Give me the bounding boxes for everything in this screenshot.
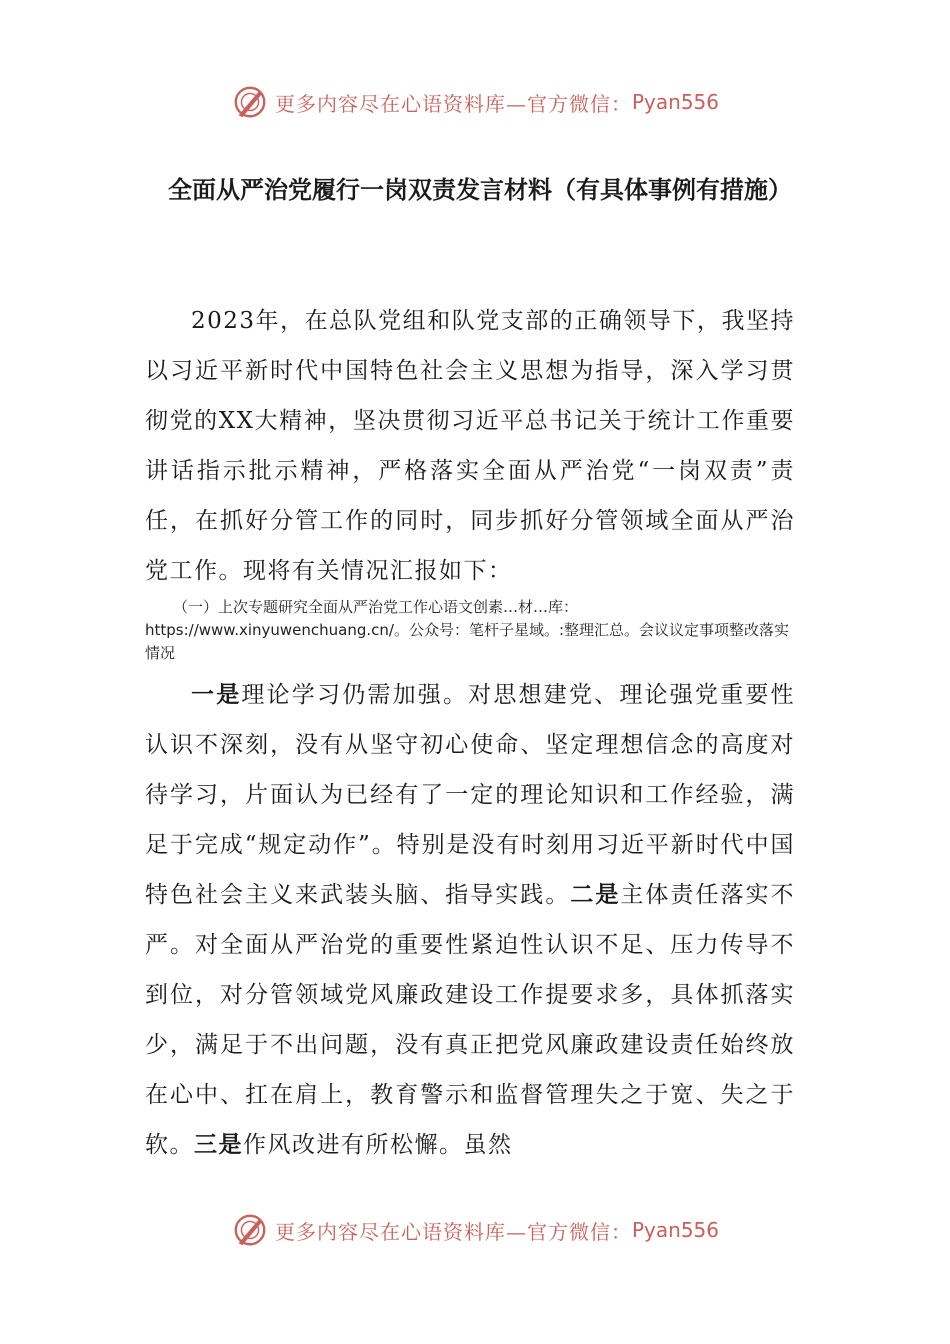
item2-label: 二是 <box>570 882 621 908</box>
item3-text: 作风改进有所松懈。虽然 <box>243 1132 513 1158</box>
footer-watermark <box>0 1210 950 1250</box>
item3-label: 三是 <box>194 1132 243 1158</box>
issues-paragraph <box>145 670 795 1170</box>
header-watermark <box>0 82 950 122</box>
item1-text: 理论学习仍需加强。对思想建党、理论强党重要性认识不深刻，没有从坚守初心使命、坚定理想信念的高度对待学习，片面认为已经有了一定的理论知识和工作经验，满足于完成“规定动作”。特别是没有时刻用习近平新时代中国特色社会主义来武装头脑、指导实践。 <box>145 682 796 908</box>
footer-watermark-text: 更多内容尽在心语资料库—官方微信： <box>274 1219 632 1244</box>
footer-watermark-brand: Pyan556 <box>631 1218 719 1242</box>
section-heading: （一）上次专题研究全面从严治党工作心语文创素…材…库：https://www.xinyuwenchuang.cn/。公众号：笔杆子星域。:整理汇总。会议议定事项整改落实情况 <box>145 598 790 662</box>
document-title: 全面从严治党履行一岗双责发言材料（有具体事例有措施） <box>168 176 792 204</box>
quill-logo-icon <box>231 83 269 121</box>
item2-text: 主体责任落实不严。对全面从严治党的重要性紧迫性认识不足、压力传导不到位，对分管领域党风廉政建设工作提要求多，具体抓落实少，满足于不出问题，没有真正把党风廉政建设责任始终放在心中、扛在肩上，教育警示和监督管理失之于宽、失之于软。 <box>145 882 796 1158</box>
header-watermark-text: 更多内容尽在心语资料库—官方微信： <box>274 91 632 116</box>
item1-label: 一是 <box>191 682 242 708</box>
quill-logo-icon <box>231 1211 269 1249</box>
intro-paragraph: 2023年，在总队党组和队党支部的正确领导下，我坚持以习近平新时代中国特色社会主义思想为指导，深入学习贯彻党的XX大精神，坚决贯彻习近平总书记关于统计工作重要讲话指示批示精神，严格落实全面从严治党“一岗双责”责任，在抓好分管工作的同时，同步抓好分管领域全面从严治党工作。现将有关情况汇报如下： <box>145 308 795 584</box>
header-watermark-brand: Pyan556 <box>631 90 719 114</box>
